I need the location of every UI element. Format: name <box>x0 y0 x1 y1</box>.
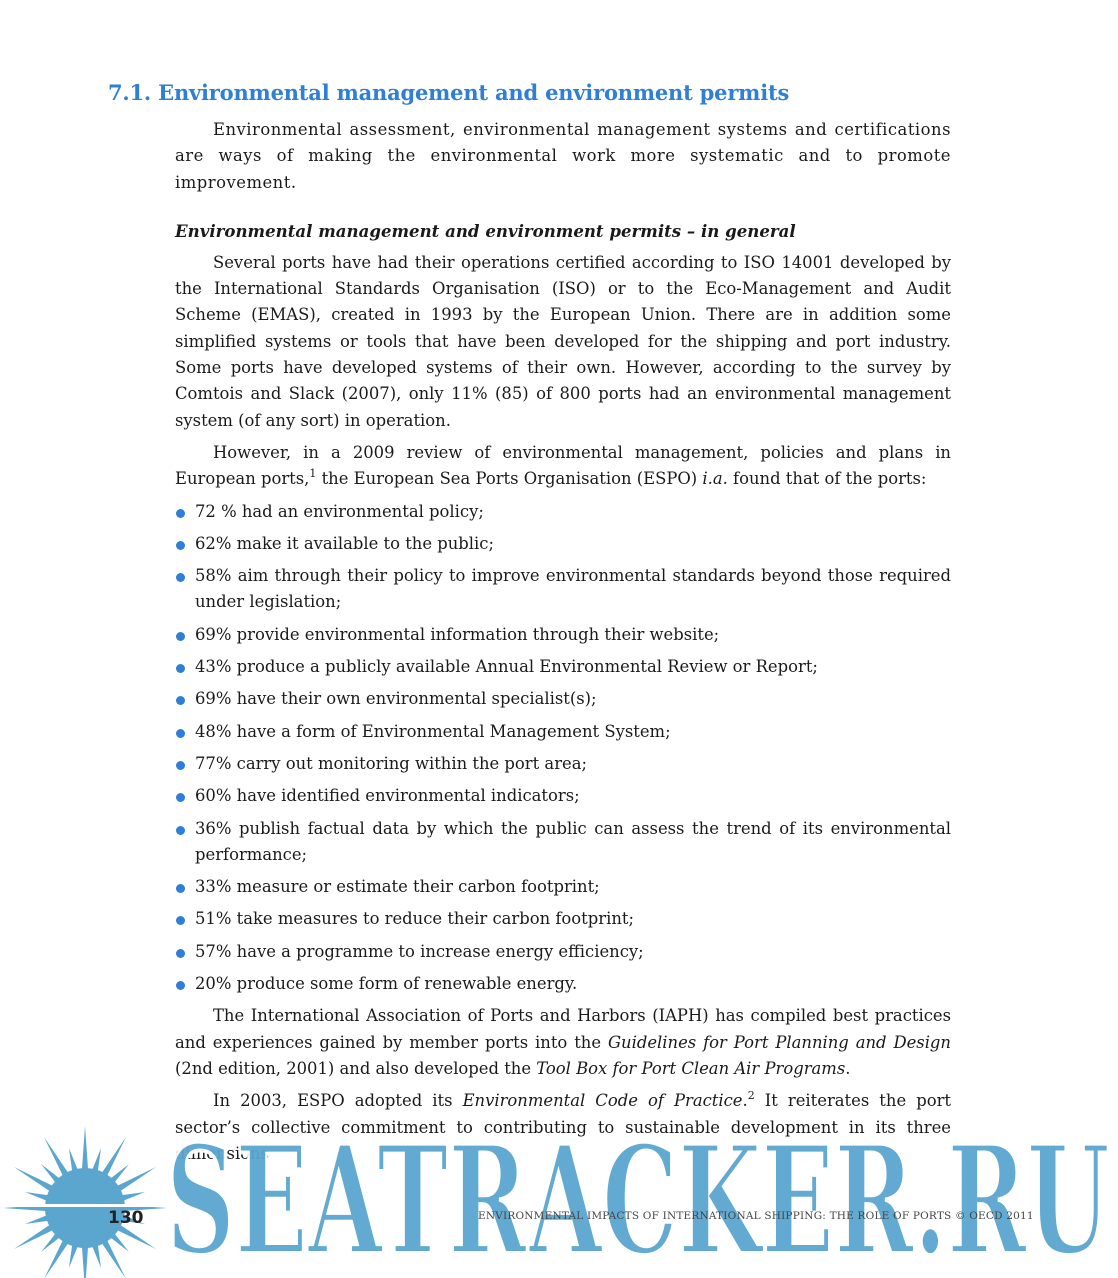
list-item <box>175 622 951 648</box>
page-body <box>175 117 951 1167</box>
bullet-dot-icon <box>176 761 185 770</box>
footnote-ref-1[interactable]: 1 <box>309 467 317 481</box>
bullet-dot-icon <box>176 696 185 705</box>
paragraph-2-italic: i.a. <box>702 469 728 489</box>
list-item-text: 48% have a form of Environmental Management System; <box>195 721 671 741</box>
list-item <box>175 654 951 680</box>
subheading: Environmental management and environment permits – in general <box>175 220 796 241</box>
bullet-dot-icon <box>176 916 185 925</box>
paragraph-3-text-b: (2nd edition, 2001) and also developed the <box>175 1058 537 1078</box>
list-item <box>175 563 951 616</box>
paragraph-2 <box>175 440 951 493</box>
paragraph-4-text-c: It reiterates the port sector’s collective commitment to contributing to sustainable development in its three dimensions <box>175 1091 951 1163</box>
intro-paragraph: Environmental assessment, environmental management systems and certifications are ways of making the environmental work more systematic and to promote improvement. <box>175 120 951 192</box>
list-item <box>175 874 951 900</box>
paragraph-2-text-a: However, in a 2009 review of environmental management, policies and plans in European ports, <box>175 442 951 489</box>
list-item-text: 57% have a programme to increase energy efficiency; <box>195 941 644 961</box>
list-item-text: 43% produce a publicly available Annual Environmental Review or Report; <box>195 657 818 677</box>
list-item <box>175 499 951 525</box>
list-item-text: 36% publish factual data by which the public can assess the trend of its environmental performance; <box>195 818 951 864</box>
watermark <box>160 1125 1118 1275</box>
running-footer: ENVIRONMENTAL IMPACTS OF INTERNATIONAL SHIPPING: THE ROLE OF PORTS © OECD 2011 <box>478 1210 1034 1222</box>
list-item-text: 77% carry out monitoring within the port area; <box>195 753 588 773</box>
list-item-text: 72 % had an environmental policy; <box>195 501 484 521</box>
bullet-dot-icon <box>176 632 185 641</box>
code-of-practice-title: Environmental Code of Practice <box>462 1091 743 1111</box>
page-number: 130 <box>108 1208 144 1228</box>
list-item <box>175 686 951 712</box>
paragraph-2-text-b: the European Sea Ports Organisation (ESPO) <box>316 469 703 489</box>
list-item <box>175 939 951 965</box>
bullet-dot-icon <box>176 729 185 738</box>
list-item-text: 69% have their own environmental specialist(s); <box>195 689 597 709</box>
list-item-text: 58% aim through their policy to improve environmental standards beyond those required under legislation; <box>195 566 951 612</box>
section-title: 7.1. Environmental management and environment permits <box>108 80 790 105</box>
list-item <box>175 816 951 869</box>
paragraph-4-text-a: In 2003, ESPO adopted its <box>213 1091 463 1111</box>
paragraph-2-text-c: found that of the ports: <box>727 469 927 489</box>
footnote-ref-2[interactable]: 2 <box>747 1089 755 1103</box>
bullet-dot-icon <box>176 793 185 802</box>
toolbox-title: Tool Box for Port Clean Air Programs <box>536 1058 846 1078</box>
list-item-text: 51% take measures to reduce their carbon footprint; <box>195 909 634 929</box>
bullet-dot-icon <box>176 826 185 835</box>
bullet-dot-icon <box>176 981 185 990</box>
paragraph-4-text-b: . <box>742 1091 748 1111</box>
list-item-text: 60% have identified environmental indicators; <box>195 786 580 806</box>
bullet-dot-icon <box>176 664 185 673</box>
list-item-text: 69% provide environmental information through their website; <box>195 624 720 644</box>
list-item <box>175 971 951 997</box>
list-item <box>175 531 951 557</box>
survey-bullet-list <box>175 499 951 998</box>
bullet-dot-icon <box>176 949 185 958</box>
paragraph-3-text-c: . <box>845 1058 851 1078</box>
list-item <box>175 906 951 932</box>
paragraph-1: Several ports have had their operations certified according to ISO 14001 developed by the International Standards Organisation (ISO) or to the Eco-Management and Audit Scheme (EMAS), created in 1993 by the European Union. There are in addition some simplified systems or tools that have been developed for the shipping and port industry. Some ports have developed systems of their own. However, according to the survey by Comtois and Slack (2007), only 11% (85) of 800 ports had an environmental management system (of any sort) in operation. <box>175 252 951 430</box>
bullet-dot-icon <box>176 573 185 582</box>
list-item-text: 62% make it available to the public; <box>195 533 494 553</box>
sun-ray <box>82 1244 88 1278</box>
bullet-dot-icon <box>176 884 185 893</box>
sun-ray <box>82 1126 88 1172</box>
list-item-text: 33% measure or estimate their carbon footprint; <box>195 877 600 897</box>
bullet-dot-icon <box>176 541 185 550</box>
paragraph-3-text-a: The International Association of Ports and Harbors (IAPH) has compiled best practices and experiences gained by member ports into the <box>175 1006 951 1052</box>
bullet-dot-icon <box>176 509 185 518</box>
list-item <box>175 751 951 777</box>
paragraph-3 <box>175 1003 951 1082</box>
watermark-text: SEATRACKER.RU <box>166 1125 1110 1275</box>
list-item-text: 20% produce some form of renewable energy. <box>195 974 578 994</box>
list-item <box>175 719 951 745</box>
sun-logo-icon <box>0 1112 170 1278</box>
guidelines-title: Guidelines for Port Planning and Design <box>607 1032 951 1052</box>
list-item <box>175 783 951 809</box>
